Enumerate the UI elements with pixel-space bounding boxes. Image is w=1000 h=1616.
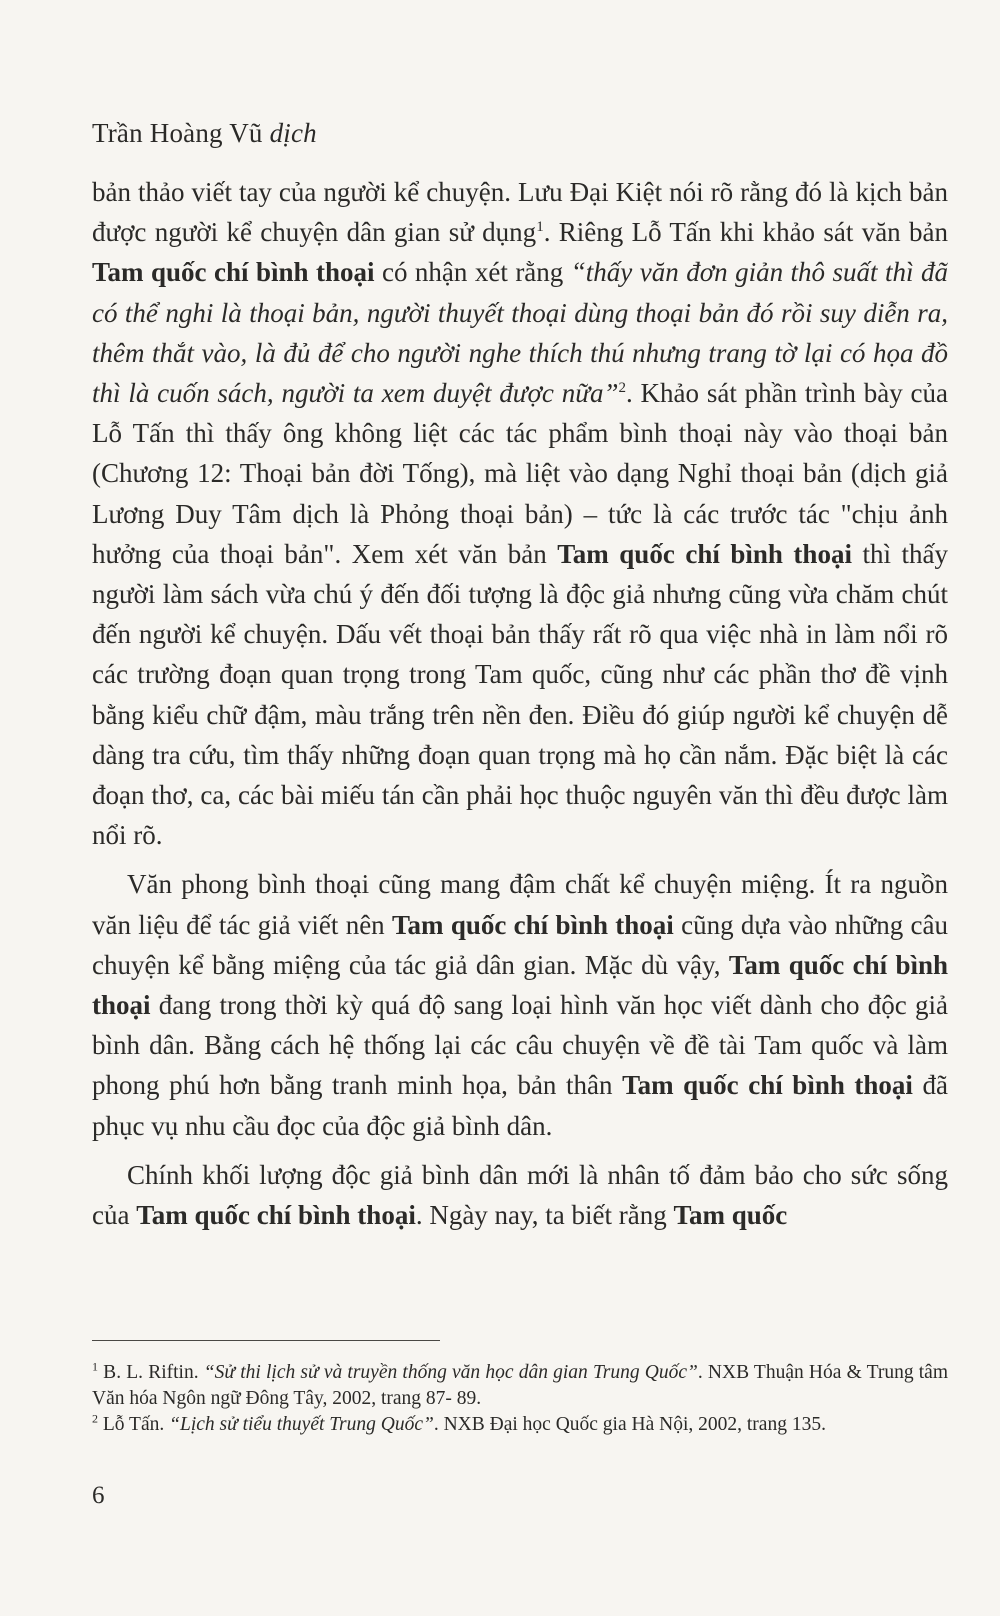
book-title: Tam quốc: [673, 1200, 788, 1231]
running-header: [92, 118, 317, 149]
text-span: . Riêng Lỗ Tấn khi khảo sát văn bản: [543, 217, 949, 248]
text-span: Văn phong bình thoại cũng mang đậm chất kể chuyện miệng. Ít ra nguồn văn liệu để tác giả viết nên: [92, 869, 948, 940]
footnote-text: . NXB Thuận Hóa & Trung tâm Văn hóa Ngôn ngữ Đông Tây, 2002, trang 87- 89.: [92, 1362, 948, 1409]
text-span: Chính khối lượng độc giả bình dân mới là nhân tố đảm bảo cho sức sống của: [92, 1159, 948, 1231]
book-title: Tam quốc chí bình thoại: [92, 257, 375, 288]
text-span: đã phục vụ nhu cầu đọc của độc giả bình dân.: [92, 1070, 948, 1141]
footnote-mark: 1: [92, 1359, 98, 1374]
body-text: [92, 172, 948, 1244]
footnote-text: Lỗ Tấn.: [98, 1414, 170, 1435]
page-number: 6: [92, 1482, 105, 1509]
text-span: bản thảo viết tay của người kể chuyện. Lưu Đại Kiệt nói rõ rằng đó là kịch bản được người kể chuyện dân gian sử dụng: [92, 177, 948, 248]
footnote-divider: [92, 1340, 440, 1341]
book-title: Tam quốc chí bình thoại: [557, 538, 852, 569]
paragraph-1: [92, 172, 948, 855]
book-title: Tam quốc chí bình thoại: [392, 909, 674, 940]
text-span: đang trong thời kỳ quá độ sang loại hình văn học viết dành cho độc giả bình dân. Bằng cách hệ thống lại các câu chuyện về đề tài Tam quốc và làm phong phú hơn bằng tranh minh họa, bản thân: [92, 990, 948, 1101]
footnote-text: B. L. Riftin.: [98, 1362, 204, 1383]
book-title: Tam quốc chí bình thoại: [92, 949, 948, 1021]
text-span: cũng dựa vào những câu chuyện kể bằng miệng của tác giả dân gian. Mặc dù vậy,: [92, 909, 949, 980]
footnote-1: [92, 1360, 948, 1412]
footnote-2: [92, 1412, 948, 1438]
text-span: có nhận xét rằng: [374, 257, 571, 288]
footnote-title: “Lịch sử tiểu thuyết Trung Quốc”: [169, 1414, 434, 1435]
quotation: “thấy văn đơn giản thô suất thì đã có thể nghi là thoại bản, người thuyết thoại dùng thoại bản đó rồi suy diễn ra, thêm thắt vào, là đủ để cho người nghe thích thú nhưng trang tờ lại có họa đồ thì là cuốn sách, người ta xem duyệt được nữa”: [92, 257, 948, 409]
footnote-ref-1: 1: [536, 219, 544, 236]
text-span: thì thấy người làm sách vừa chú ý đến đối tượng là độc giả nhưng cũng vừa chăm chút đến người kể chuyện. Dấu vết thoại bản thấy rất rõ qua việc nhà in làm nổi rõ các trường đoạn quan trọng trong Tam quốc, cũng như các phần thơ đề vịnh bằng kiểu chữ đậm, màu trắng trên nền đen. Điều đó giúp người kể chuyện dễ dàng tra cứu, tìm thấy những đoạn quan trọng mà họ cần nắm. Đặc biệt là các đoạn thơ, ca, các bài miếu tán cần phải học thuộc nguyên văn thì đều được làm nổi rõ.: [92, 538, 948, 851]
text-span: . Ngày nay, ta biết rằng: [415, 1200, 674, 1231]
footnote-ref-2: 2: [618, 380, 626, 397]
translator-name: Trần Hoàng Vũ: [92, 118, 263, 148]
translator-role: dịch: [269, 118, 317, 148]
footnote-mark: 2: [92, 1411, 98, 1426]
book-title: Tam quốc chí bình thoại: [622, 1070, 913, 1101]
paragraph-2: [92, 864, 948, 1145]
text-span: . Khảo sát phần trình bày của Lỗ Tấn thì thấy ông không liệt các tác phẩm bình thoại này vào thoại bản (Chương 12: Thoại bản đời Tống), mà liệt vào dạng Nghỉ thoại bản (dịch giả Lương Duy Tâm dịch là Phỏng thoại bản) – tức là các trước tác "chịu ảnh hưởng của thoại bản". Xem xét văn bản: [92, 378, 948, 569]
book-title: Tam quốc chí bình thoại: [136, 1200, 416, 1231]
footnotes: [92, 1360, 948, 1438]
footnote-text: . NXB Đại học Quốc gia Hà Nội, 2002, trang 135.: [433, 1414, 826, 1435]
footnote-title: “Sử thi lịch sử và truyền thống văn học dân gian Trung Quốc”: [203, 1362, 698, 1383]
paragraph-3: [92, 1155, 948, 1235]
